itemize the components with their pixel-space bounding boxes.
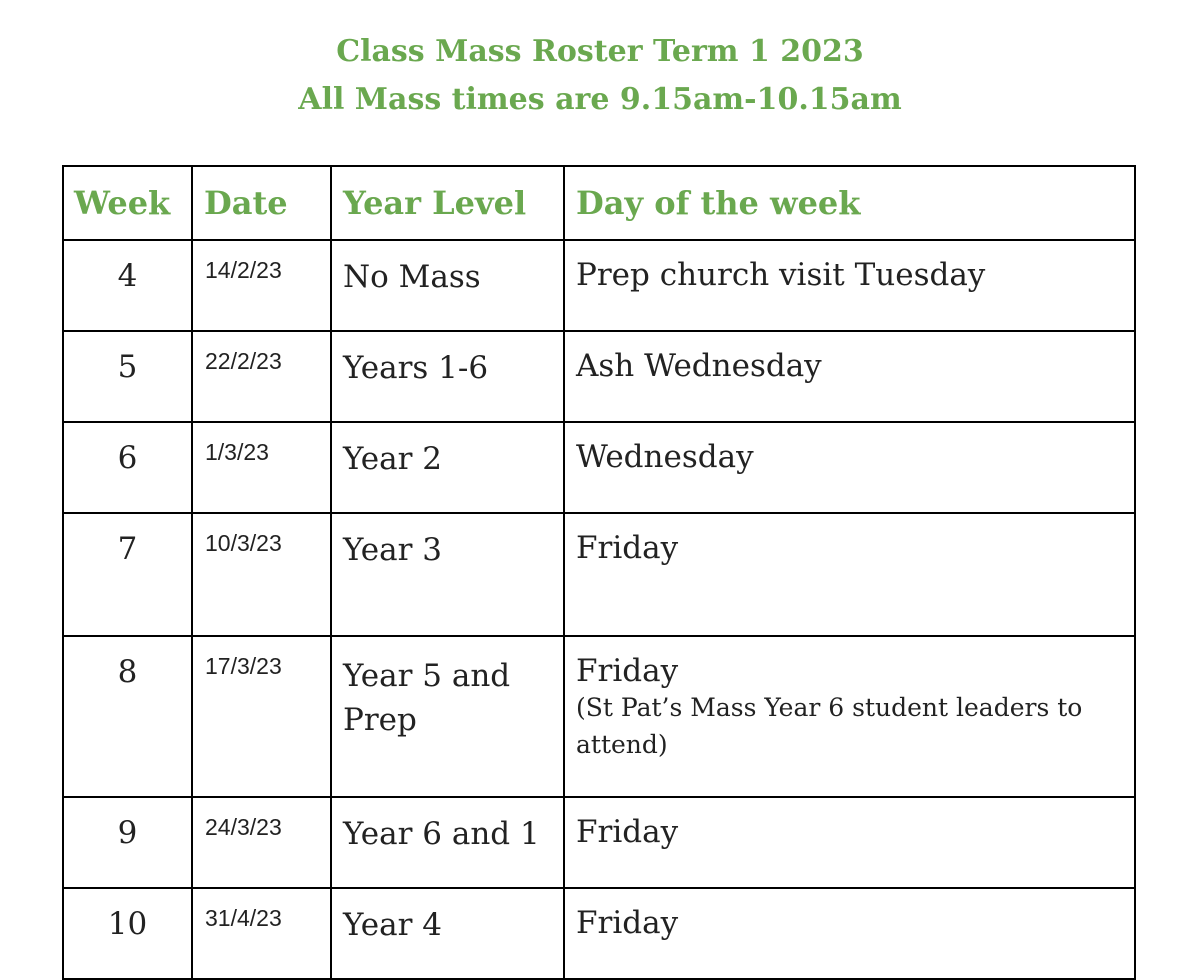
day-cell: Ash Wednesday <box>564 331 1135 422</box>
table-row <box>63 888 1135 979</box>
week-cell: 9 <box>63 797 192 888</box>
date-cell: 10/3/23 <box>192 513 331 636</box>
week-cell: 4 <box>63 240 192 331</box>
date-cell: 24/3/23 <box>192 797 331 888</box>
year-level-cell: Year 3 <box>331 513 564 636</box>
header-day: Day of the week <box>564 166 1135 240</box>
year-level-cell: Year 5 and Prep <box>331 636 564 797</box>
day-cell: Friday <box>564 888 1135 979</box>
date-cell: 31/4/23 <box>192 888 331 979</box>
header-week: Week <box>63 166 192 240</box>
week-cell: 5 <box>63 331 192 422</box>
header-date: Date <box>192 166 331 240</box>
year-level-cell: No Mass <box>331 240 564 331</box>
table-row <box>63 513 1135 636</box>
year-level-cell: Year 4 <box>331 888 564 979</box>
table-row <box>63 636 1135 797</box>
day-cell: Friday <box>564 797 1135 888</box>
date-cell: 14/2/23 <box>192 240 331 331</box>
document-title <box>0 28 1200 124</box>
day-cell: Prep church visit Tuesday <box>564 240 1135 331</box>
day-label: Friday <box>576 653 679 689</box>
day-cell: Friday <box>564 513 1135 636</box>
day-note: (St Pat’s Mass Year 6 student leaders to attend) <box>576 693 1083 759</box>
day-cell: Wednesday <box>564 422 1135 513</box>
year-level-cell: Years 1-6 <box>331 331 564 422</box>
week-cell: 8 <box>63 636 192 797</box>
title-line-1: Class Mass Roster Term 1 2023 <box>336 34 864 69</box>
year-level-cell: Year 6 and 1 <box>331 797 564 888</box>
table-row <box>63 240 1135 331</box>
table-row <box>63 422 1135 513</box>
date-cell: 1/3/23 <box>192 422 331 513</box>
table-row <box>63 797 1135 888</box>
header-year-level: Year Level <box>331 166 564 240</box>
date-cell: 17/3/23 <box>192 636 331 797</box>
year-level-cell: Year 2 <box>331 422 564 513</box>
week-cell: 10 <box>63 888 192 979</box>
table-row <box>63 331 1135 422</box>
week-cell: 6 <box>63 422 192 513</box>
table-header-row <box>63 166 1135 240</box>
day-cell <box>564 636 1135 797</box>
week-cell: 7 <box>63 513 192 636</box>
title-line-2: All Mass times are 9.15am-10.15am <box>298 82 902 117</box>
date-cell: 22/2/23 <box>192 331 331 422</box>
mass-roster-table <box>62 165 1136 980</box>
